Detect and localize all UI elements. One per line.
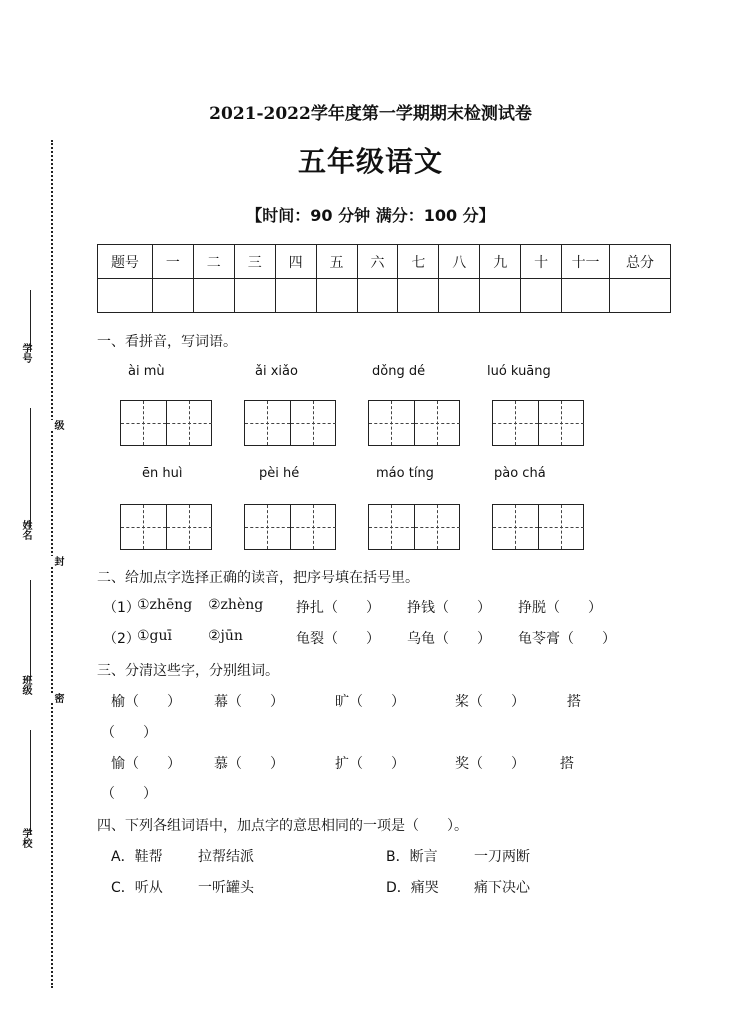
char-item: 搭 [567, 694, 581, 710]
char-item: 愉（ ） [111, 756, 181, 772]
writing-grid[interactable] [120, 504, 212, 550]
choice-text: 一刀两断 [474, 849, 530, 865]
writing-grid[interactable] [244, 400, 336, 446]
choice-text: 拉帮结派 [198, 849, 254, 865]
reading-option-b: ②jūn [208, 628, 243, 644]
seal-char-ji: 级 [52, 420, 63, 430]
score-entry-cell[interactable] [398, 279, 439, 313]
score-entry-cell[interactable] [275, 279, 316, 313]
pinyin-label: máo tíng [376, 466, 434, 481]
reading-word: 龟裂（ ） [296, 631, 380, 647]
score-entry-cell[interactable] [316, 279, 357, 313]
score-header-cell: 七 [398, 245, 439, 279]
score-header-cell: 题号 [98, 245, 153, 279]
char-item: 桨（ ） [455, 694, 525, 710]
section1-heading: 一、看拼音，写词语。 [97, 334, 237, 350]
char-item: 榆（ ） [111, 694, 181, 710]
score-header-cell: 六 [357, 245, 398, 279]
score-entry-cell[interactable] [480, 279, 521, 313]
student-id-label: 学号 [20, 343, 31, 363]
score-table-header-row [98, 245, 671, 279]
pinyin-label: dǒng dé [372, 364, 426, 379]
pinyin-label: luó kuāng [487, 364, 551, 379]
score-entry-cell[interactable] [193, 279, 234, 313]
score-entry-cell[interactable] [234, 279, 275, 313]
reading-option-a: ①zhēng [137, 597, 193, 613]
char-item-tail: （ ） [101, 786, 157, 802]
reading-word: 龟苓膏（ ） [518, 631, 616, 647]
reading-word: 挣钱（ ） [407, 600, 491, 616]
char-item: 慕（ ） [214, 756, 284, 772]
writing-grid[interactable] [120, 400, 212, 446]
pinyin-label: ēn huì [142, 466, 183, 481]
score-table [97, 244, 671, 313]
writing-grid[interactable] [244, 504, 336, 550]
score-header-cell: 八 [439, 245, 480, 279]
score-header-cell: 一 [152, 245, 193, 279]
score-header-cell: 总分 [610, 245, 671, 279]
pinyin-label: ǎi xiǎo [255, 364, 298, 379]
reading-word: 乌龟（ ） [407, 631, 491, 647]
school-line [30, 730, 31, 835]
char-item-tail: （ ） [101, 725, 157, 741]
score-header-cell: 十 [521, 245, 562, 279]
section4-heading: 四、下列各组词语中，加点字的意思相同的一项是（ ）。 [97, 818, 468, 834]
pinyin-label: ài mù [128, 364, 165, 379]
reading-word: 挣扎（ ） [296, 600, 380, 616]
score-entry-cell[interactable] [521, 279, 562, 313]
name-label: 姓名 [20, 520, 31, 540]
exam-title: 五年级语文 [297, 145, 443, 178]
choice-label: B．断言 [386, 849, 438, 865]
reading-row-number: （1） [103, 600, 140, 616]
class-line [30, 580, 31, 680]
reading-row-number: （2） [103, 631, 140, 647]
section2-heading: 二、给加点字选择正确的读音，把序号填在括号里。 [97, 570, 419, 586]
score-entry-cell[interactable] [439, 279, 480, 313]
choice-label: C．听从 [111, 880, 163, 896]
score-header-cell: 十一 [562, 245, 610, 279]
score-entry-cell[interactable] [357, 279, 398, 313]
pinyin-label: pèi hé [259, 466, 300, 481]
score-table-entry-row [98, 279, 671, 313]
writing-grid[interactable] [368, 400, 460, 446]
reading-option-b: ②zhèng [208, 597, 264, 613]
choice-label: D．痛哭 [386, 880, 439, 896]
writing-grid[interactable] [492, 400, 584, 446]
score-header-cell: 二 [193, 245, 234, 279]
score-header-cell: 三 [234, 245, 275, 279]
writing-grid[interactable] [368, 504, 460, 550]
pinyin-label: pào chá [494, 466, 546, 481]
char-item: 奖（ ） [455, 756, 525, 772]
exam-subtitle: 2021-2022学年度第一学期期末检测试卷 [209, 104, 532, 124]
choice-text: 一听罐头 [198, 880, 254, 896]
score-entry-cell[interactable] [562, 279, 610, 313]
reading-option-a: ①guī [137, 628, 173, 644]
seal-char-feng: 封 [52, 556, 63, 566]
char-item: 搭 [560, 756, 574, 772]
name-line [30, 408, 31, 528]
score-header-cell: 四 [275, 245, 316, 279]
char-item: 旷（ ） [335, 694, 405, 710]
reading-word: 挣脱（ ） [518, 600, 602, 616]
school-label: 学校 [20, 828, 31, 848]
score-entry-cell[interactable] [610, 279, 671, 313]
score-header-cell: 五 [316, 245, 357, 279]
seal-char-mi: 密 [52, 693, 63, 703]
exam-time-info: 【时间：90 分钟 满分：100 分】 [246, 206, 495, 225]
writing-grid[interactable] [492, 504, 584, 550]
choice-text: 痛下决心 [474, 880, 530, 896]
section3-heading: 三、分清这些字，分别组词。 [97, 663, 279, 679]
choice-label: A．鞋帮 [111, 849, 163, 865]
char-item: 幕（ ） [214, 694, 284, 710]
score-header-cell: 九 [480, 245, 521, 279]
char-item: 扩（ ） [335, 756, 405, 772]
score-entry-cell[interactable] [98, 279, 153, 313]
class-label: 班级 [20, 675, 31, 695]
score-entry-cell[interactable] [152, 279, 193, 313]
